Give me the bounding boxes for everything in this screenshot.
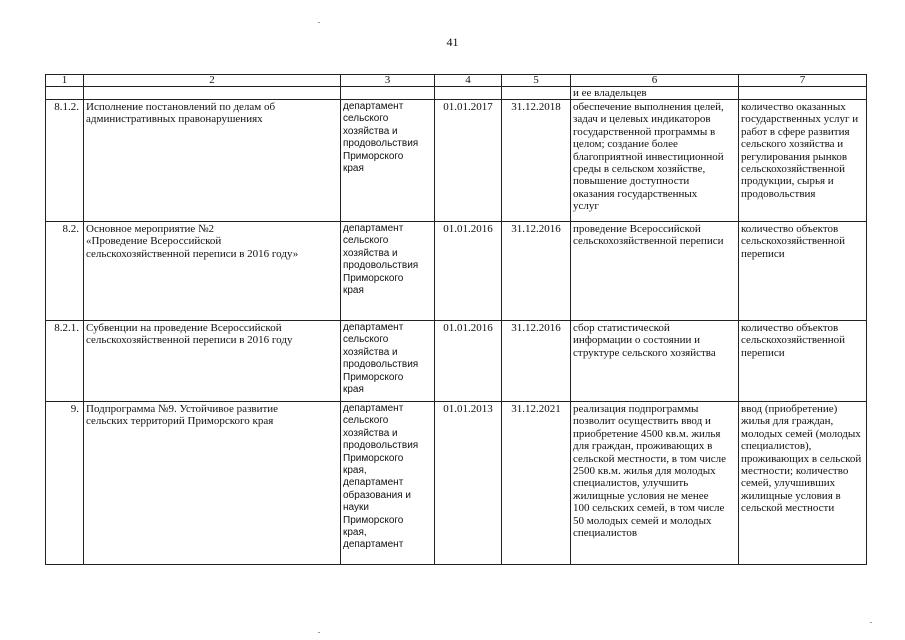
- expected-result-line: целом; создание более: [573, 138, 678, 151]
- column-number: 1: [46, 75, 84, 87]
- activity-name-cell: [84, 222, 341, 321]
- expected-result-line: 50 молодых семей и молодых: [573, 514, 712, 527]
- activity-name-line: сельскохозяйственной переписи в 2016 году»: [86, 247, 299, 260]
- scan-speck: [870, 622, 872, 623]
- indicator-line: количество оказанных: [741, 101, 846, 113]
- table-row: [46, 222, 867, 321]
- indicator-line: количество объектов: [741, 223, 839, 235]
- executor-line: края: [343, 163, 364, 175]
- expected-result-line: сельской местности, в том числе: [573, 452, 727, 465]
- end-date-cell: 31.12.2018: [502, 100, 571, 222]
- indicator-line: сельскохозяйственной: [741, 334, 846, 347]
- executor-line: продовольствия: [343, 138, 419, 150]
- activity-name-cell: [84, 321, 341, 402]
- column-numbers-row: [46, 75, 867, 87]
- indicator-line: сельского хозяйства и: [741, 138, 844, 151]
- row-number-cell: 9.: [46, 402, 84, 565]
- activity-name-line: административных правонарушениях: [86, 113, 263, 126]
- expected-result-line: благоприятной инвестиционной: [573, 150, 724, 163]
- indicator-line: регулирования рынков: [741, 150, 848, 163]
- start-date-cell: 01.01.2017: [435, 100, 502, 222]
- column-number: 6: [571, 75, 739, 87]
- executor-cell: [341, 402, 435, 565]
- executor-line: хозяйства и: [343, 125, 398, 137]
- activity-name-cell: [84, 100, 341, 222]
- expected-result-line: повышение доступности: [573, 175, 690, 188]
- expected-result-line: сельскохозяйственной переписи: [573, 235, 724, 248]
- end-date-cell: 31.12.2016: [502, 321, 571, 402]
- expected-result-line: среды в сельском хозяйстве,: [573, 163, 706, 176]
- indicator-cell: [739, 402, 867, 565]
- start-date-cell: 01.01.2016: [435, 321, 502, 402]
- executor-line: Приморского: [343, 514, 404, 526]
- executor-line: края,: [343, 527, 367, 539]
- activity-name-line: Основное мероприятие №2: [86, 223, 215, 235]
- row-number-cell: 8.1.2.: [46, 100, 84, 222]
- executor-line: края: [343, 384, 364, 396]
- indicator-line: сельскохозяйственной: [741, 163, 846, 176]
- indicator-line: государственных услуг и: [741, 113, 859, 126]
- expected-result-line: приобретение 4500 кв.м. жилья: [573, 427, 721, 440]
- table-row: [46, 321, 867, 402]
- executor-line: продовольствия: [343, 260, 419, 272]
- executor-line: департамент: [343, 322, 404, 333]
- executor-line: Приморского: [343, 452, 404, 464]
- executor-line: сельского: [343, 113, 389, 125]
- column-number: 3: [341, 75, 435, 87]
- indicator-line: переписи: [741, 247, 785, 260]
- executor-line: сельского: [343, 334, 389, 346]
- executor-line: образования и: [343, 489, 411, 501]
- executor-line: Приморского: [343, 150, 404, 162]
- executor-line: края,: [343, 465, 367, 477]
- indicator-line: переписи: [741, 346, 785, 359]
- row-number-cell: 8.2.1.: [46, 321, 84, 402]
- executor-line: хозяйства и: [343, 346, 398, 358]
- indicator-line: продукции, сырья и: [741, 175, 834, 188]
- executor-line: Приморского: [343, 272, 404, 284]
- executor-line: продовольствия: [343, 440, 419, 452]
- expected-result-cell: [571, 321, 739, 402]
- start-date-cell: 01.01.2013: [435, 402, 502, 565]
- executor-line: края: [343, 285, 364, 297]
- executor-line: департамент: [343, 101, 404, 112]
- column-number: 2: [84, 75, 341, 87]
- start-date-cell: 01.01.2016: [435, 222, 502, 321]
- executor-line: хозяйства и: [343, 247, 398, 259]
- expected-result-line: оказания государственных: [573, 187, 698, 200]
- table-row: [46, 402, 867, 565]
- activity-name-line: Исполнение постановлений по делам об: [86, 101, 276, 113]
- expected-result-cell: [571, 402, 739, 565]
- executor-line: сельского: [343, 235, 389, 247]
- indicator-cell: [739, 100, 867, 222]
- executor-line: департамент: [343, 477, 404, 489]
- indicator-line: проживающих в сельской: [741, 452, 862, 465]
- indicator-line: продовольствия: [741, 187, 816, 200]
- expected-result-line: информации о состоянии и: [573, 334, 701, 347]
- column-number: 7: [739, 75, 867, 87]
- scan-speck: [318, 22, 320, 23]
- executor-line: Приморского: [343, 371, 404, 383]
- expected-result-line: задач и целевых индикаторов: [573, 113, 711, 126]
- expected-result-line: специалистов, улучшить: [573, 477, 689, 490]
- expected-result-line: реализация подпрограммы: [573, 403, 699, 415]
- indicator-line: молодых семей (молодых: [741, 427, 861, 440]
- expected-result-line: государственной программы в: [573, 125, 716, 138]
- activity-name-cell: [84, 402, 341, 565]
- indicator-line: количество объектов: [741, 322, 839, 334]
- indicator-line: ввод (приобретение): [741, 403, 838, 415]
- expected-result-line: проведение Всероссийской: [573, 223, 701, 235]
- executor-line: продовольствия: [343, 359, 419, 371]
- expected-result-line: позволит осуществить ввод и: [573, 415, 711, 428]
- page-number: 41: [446, 35, 459, 49]
- executor-line: хозяйства и: [343, 427, 398, 439]
- activity-name-line: Подпрограмма №9. Устойчивое развитие: [86, 403, 279, 415]
- expected-result-line: для граждан, проживающих в: [573, 440, 713, 453]
- column-number: 5: [502, 75, 571, 87]
- scan-speck: [318, 632, 320, 633]
- continuation-row: [46, 87, 867, 100]
- expected-result-line: специалистов: [573, 527, 638, 540]
- table-row: [46, 100, 867, 222]
- expected-result-line: структуре сельского хозяйства: [573, 346, 716, 359]
- program-table: [45, 74, 867, 565]
- executor-line: департамент: [343, 223, 404, 234]
- expected-result-line: обеспечение выполнения целей,: [573, 101, 724, 113]
- executor-line: науки: [343, 502, 369, 514]
- expected-result-line: услуг: [573, 200, 599, 213]
- executor-line: департамент: [343, 403, 404, 414]
- indicator-line: жилищные условия в: [741, 489, 841, 502]
- row-number-cell: 8.2.: [46, 222, 84, 321]
- indicator-line: местности; количество: [741, 465, 849, 478]
- activity-name-line: Субвенции на проведение Всероссийской: [86, 322, 282, 334]
- indicator-line: работ в сфере развития: [741, 125, 850, 138]
- column-number: 4: [435, 75, 502, 87]
- executor-cell: [341, 100, 435, 222]
- expected-result-line: сбор статистической: [573, 322, 670, 334]
- continuation-text: и ее владельцев: [571, 87, 739, 100]
- indicator-line: сельскохозяйственной: [741, 235, 846, 248]
- expected-result-line: жилищные условия не менее: [573, 489, 709, 502]
- expected-result-cell: [571, 222, 739, 321]
- expected-result-cell: [571, 100, 739, 222]
- end-date-cell: 31.12.2021: [502, 402, 571, 565]
- expected-result-line: 100 сельских семей, в том числе: [573, 502, 725, 515]
- executor-cell: [341, 321, 435, 402]
- expected-result-line: 2500 кв.м. жилья для молодых: [573, 465, 716, 478]
- indicator-line: жилья для граждан,: [741, 415, 834, 428]
- end-date-cell: 31.12.2016: [502, 222, 571, 321]
- indicator-line: специалистов),: [741, 440, 812, 453]
- indicator-cell: [739, 222, 867, 321]
- executor-line: департамент: [343, 539, 404, 551]
- activity-name-line: сельских территорий Приморского края: [86, 415, 274, 428]
- indicator-line: семей, улучшивших: [741, 477, 836, 490]
- indicator-line: сельской местности: [741, 502, 835, 515]
- activity-name-line: сельскохозяйственной переписи в 2016 году: [86, 334, 293, 347]
- executor-line: сельского: [343, 415, 389, 427]
- indicator-cell: [739, 321, 867, 402]
- executor-cell: [341, 222, 435, 321]
- activity-name-line: «Проведение Всероссийской: [86, 235, 222, 248]
